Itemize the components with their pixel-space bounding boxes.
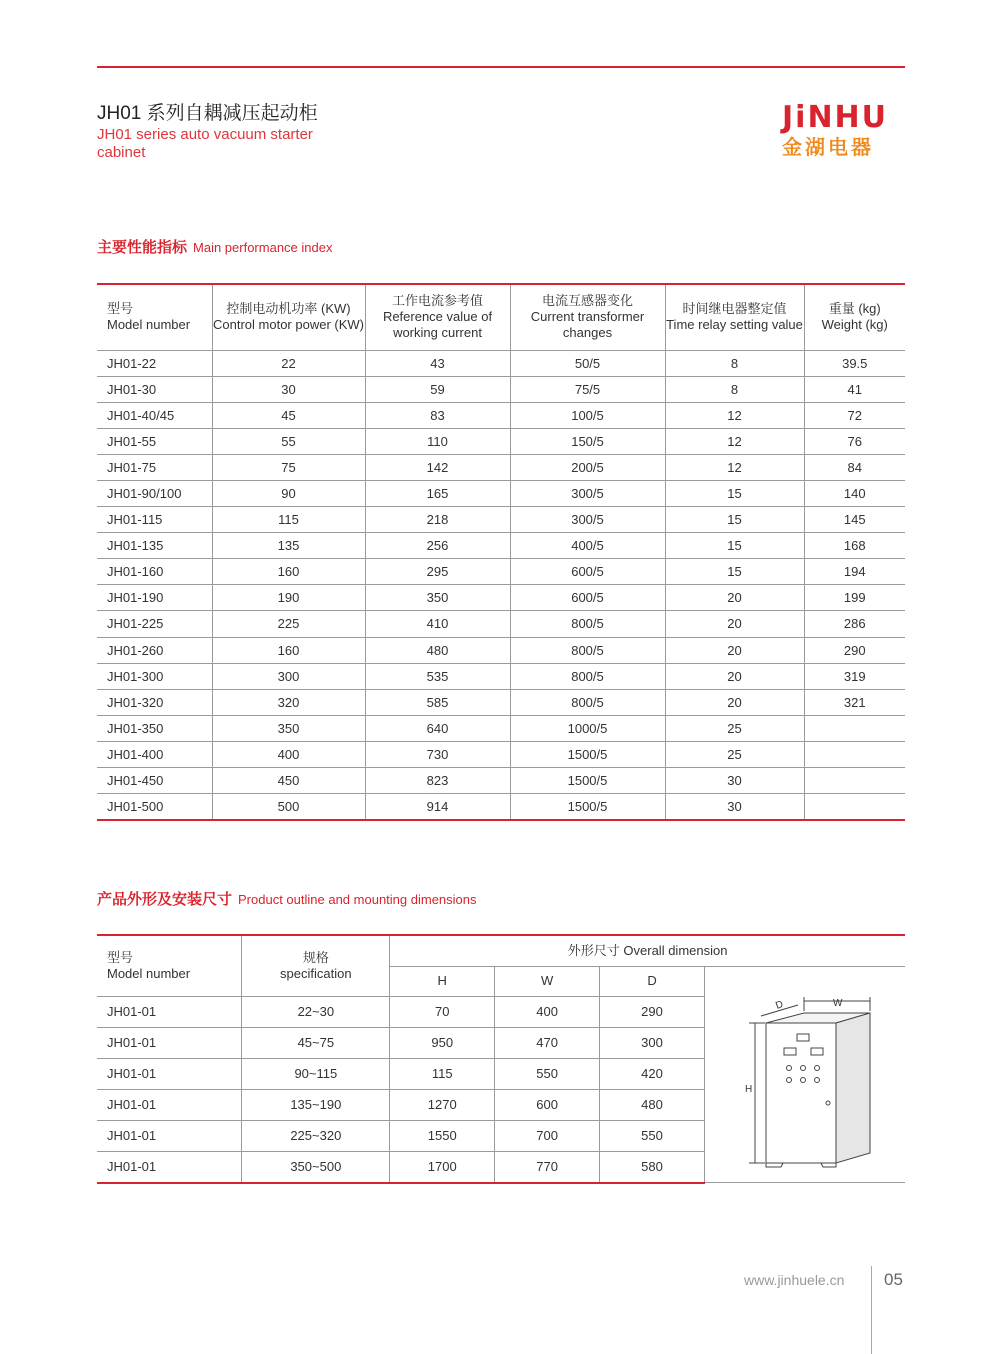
table-cell: 83 <box>365 402 510 428</box>
table-cell: 770 <box>495 1151 600 1182</box>
table-cell: 59 <box>365 376 510 402</box>
table-cell: 300 <box>212 663 365 689</box>
table-cell: JH01-300 <box>97 663 212 689</box>
table-cell: 400 <box>212 741 365 767</box>
table-cell: 70 <box>390 996 495 1027</box>
table-cell: 72 <box>804 402 905 428</box>
table-row <box>97 454 905 480</box>
header-overall: 外形尺寸 Overall dimension <box>390 935 905 966</box>
table-cell: JH01-350 <box>97 715 212 741</box>
table-cell: 585 <box>365 689 510 715</box>
table-cell: 199 <box>804 585 905 611</box>
dimensions-table <box>97 934 905 1184</box>
table-cell: 194 <box>804 559 905 585</box>
header-power <box>212 284 365 350</box>
table-cell: 1700 <box>390 1151 495 1182</box>
cabinet-outline-drawing <box>704 996 905 1183</box>
cabinet-drawing-svg <box>705 996 905 1182</box>
table-cell: 43 <box>365 350 510 376</box>
header-spec <box>242 935 390 996</box>
table-cell: 30 <box>212 376 365 402</box>
table-cell: JH01-500 <box>97 794 212 820</box>
table-cell: JH01-40/45 <box>97 402 212 428</box>
table-row <box>97 507 905 533</box>
table-cell: 225 <box>212 611 365 637</box>
table-cell: 300 <box>600 1027 705 1058</box>
table-cell: 480 <box>600 1089 705 1120</box>
table-cell <box>804 794 905 820</box>
header-relay-cn: 时间继电器整定值 <box>682 301 787 317</box>
table-cell: 225~320 <box>242 1120 390 1151</box>
drawing-label-h: H <box>744 1084 753 1095</box>
table-header-row <box>97 935 905 966</box>
header-relay-en: Time relay setting value <box>666 317 803 333</box>
table-cell: JH01-55 <box>97 428 212 454</box>
header-transformer-cn: 电流互感器变化 <box>541 293 633 309</box>
table-row <box>97 428 905 454</box>
table-cell: 45 <box>212 402 365 428</box>
dimensions-table-body <box>97 996 905 1183</box>
table-cell: 450 <box>212 768 365 794</box>
table-cell: 135 <box>212 533 365 559</box>
table-cell: 140 <box>804 480 905 506</box>
header-weight <box>804 284 905 350</box>
header-transformer <box>510 284 665 350</box>
table-cell: 400 <box>495 996 600 1027</box>
table-cell: 500 <box>212 794 365 820</box>
table-cell: 76 <box>804 428 905 454</box>
logo-text-en: JiNHU <box>782 100 889 135</box>
table-cell: 115 <box>212 507 365 533</box>
table-cell: JH01-450 <box>97 768 212 794</box>
table-cell: 600/5 <box>510 585 665 611</box>
table-cell: 15 <box>665 480 804 506</box>
table-row <box>97 533 905 559</box>
performance-heading-cn: 主要性能指标 <box>97 238 188 256</box>
table-cell: 145 <box>804 507 905 533</box>
header-model-en: Model number <box>107 317 191 333</box>
table-cell: 700 <box>495 1120 600 1151</box>
header-drawing-spacer <box>704 966 905 996</box>
table-cell: 142 <box>365 454 510 480</box>
table-cell: 350 <box>365 585 510 611</box>
table-row <box>97 611 905 637</box>
table-cell: 800/5 <box>510 663 665 689</box>
table-cell: 200/5 <box>510 454 665 480</box>
header-model-cn: 型号 <box>107 949 134 965</box>
table-cell: 160 <box>212 637 365 663</box>
table-cell: JH01-115 <box>97 507 212 533</box>
table-row <box>97 715 905 741</box>
table-row <box>97 741 905 767</box>
table-cell: 550 <box>495 1058 600 1089</box>
table-cell: 20 <box>665 585 804 611</box>
table-row <box>97 350 905 376</box>
performance-table <box>97 283 905 821</box>
table-cell: JH01-01 <box>97 1027 242 1058</box>
table-cell: JH01-225 <box>97 611 212 637</box>
table-cell: 55 <box>212 428 365 454</box>
table-cell: 22~30 <box>242 996 390 1027</box>
table-row <box>97 637 905 663</box>
table-cell: 640 <box>365 715 510 741</box>
footer-url: www.jinhuele.cn <box>744 1272 845 1288</box>
table-cell: 110 <box>365 428 510 454</box>
header-power-cn: 控制电动机功率 (KW) <box>226 301 351 317</box>
table-cell: 914 <box>365 794 510 820</box>
dimensions-heading-cn: 产品外形及安装尺寸 <box>97 890 233 908</box>
header-spec-en: specification <box>280 965 352 981</box>
table-cell: JH01-400 <box>97 741 212 767</box>
performance-heading <box>97 236 332 257</box>
table-cell: 823 <box>365 768 510 794</box>
table-cell: 580 <box>600 1151 705 1182</box>
table-row <box>97 768 905 794</box>
header-current-cn: 工作电流参考值 <box>391 293 483 309</box>
table-cell: 160 <box>212 559 365 585</box>
table-row <box>97 663 905 689</box>
table-cell: JH01-01 <box>97 1151 242 1182</box>
table-cell: 480 <box>365 637 510 663</box>
table-row <box>97 689 905 715</box>
header-spec-cn: 规格 <box>302 949 329 965</box>
table-cell: 20 <box>665 637 804 663</box>
table-cell: 410 <box>365 611 510 637</box>
table-cell: 600 <box>495 1089 600 1120</box>
table-header-row <box>97 284 905 350</box>
table-cell: 41 <box>804 376 905 402</box>
header-weight-en: Weight (kg) <box>821 317 888 333</box>
table-cell: JH01-01 <box>97 996 242 1027</box>
table-cell: JH01-320 <box>97 689 212 715</box>
dimensions-heading-en: Product outline and mounting dimensions <box>238 892 477 907</box>
performance-table-body <box>97 350 905 820</box>
table-cell: 600/5 <box>510 559 665 585</box>
table-cell: 470 <box>495 1027 600 1058</box>
header-current <box>365 284 510 350</box>
table-cell: 550 <box>600 1120 705 1151</box>
table-cell: 218 <box>365 507 510 533</box>
table-cell: JH01-190 <box>97 585 212 611</box>
table-cell: 290 <box>600 996 705 1027</box>
table-cell: 75 <box>212 454 365 480</box>
header-h: H <box>390 966 495 996</box>
header-power-en: Control motor power (KW) <box>213 317 364 333</box>
table-cell: 350~500 <box>242 1151 390 1182</box>
table-cell: JH01-30 <box>97 376 212 402</box>
table-cell: 30 <box>665 794 804 820</box>
table-cell: 1000/5 <box>510 715 665 741</box>
table-cell: 1500/5 <box>510 768 665 794</box>
table-cell: 300/5 <box>510 480 665 506</box>
header-model <box>97 935 242 996</box>
table-row <box>97 996 905 1027</box>
logo-text-cn: 金湖电器 <box>782 135 874 159</box>
table-row <box>97 585 905 611</box>
header-current-en: Reference value of working current <box>382 309 493 341</box>
table-cell: 320 <box>212 689 365 715</box>
table-cell: 135~190 <box>242 1089 390 1120</box>
table-cell: 190 <box>212 585 365 611</box>
table-cell: JH01-01 <box>97 1089 242 1120</box>
table-cell: 168 <box>804 533 905 559</box>
table-cell: 12 <box>665 402 804 428</box>
header-transformer-en: Current transformer changes <box>530 309 645 341</box>
table-cell: 290 <box>804 637 905 663</box>
table-cell: 15 <box>665 507 804 533</box>
footer-divider <box>871 1266 872 1354</box>
table-cell: 15 <box>665 533 804 559</box>
table-cell: 25 <box>665 741 804 767</box>
table-cell: 350 <box>212 715 365 741</box>
table-cell: 20 <box>665 689 804 715</box>
table-cell: 25 <box>665 715 804 741</box>
table-cell: 22 <box>212 350 365 376</box>
table-cell: 84 <box>804 454 905 480</box>
drawing-label-w: W <box>832 998 843 1009</box>
table-cell: 730 <box>365 741 510 767</box>
table-cell: 115 <box>390 1058 495 1089</box>
table-cell: JH01-135 <box>97 533 212 559</box>
top-divider <box>97 66 905 68</box>
table-cell: 321 <box>804 689 905 715</box>
table-cell: 295 <box>365 559 510 585</box>
table-cell: 8 <box>665 350 804 376</box>
table-cell: 45~75 <box>242 1027 390 1058</box>
table-row <box>97 376 905 402</box>
table-cell: 90 <box>212 480 365 506</box>
table-cell: 1550 <box>390 1120 495 1151</box>
table-cell: 30 <box>665 768 804 794</box>
header-d: D <box>600 966 705 996</box>
table-cell <box>804 768 905 794</box>
table-cell: 950 <box>390 1027 495 1058</box>
table-cell <box>804 741 905 767</box>
table-row <box>97 480 905 506</box>
table-cell: 39.5 <box>804 350 905 376</box>
table-cell: 150/5 <box>510 428 665 454</box>
header-model-cn: 型号 <box>107 301 134 317</box>
table-row <box>97 402 905 428</box>
table-cell: 420 <box>600 1058 705 1089</box>
table-cell: 400/5 <box>510 533 665 559</box>
table-cell: 20 <box>665 611 804 637</box>
table-cell: 535 <box>365 663 510 689</box>
brand-logo <box>782 102 906 158</box>
table-cell: JH01-90/100 <box>97 480 212 506</box>
table-cell: 300/5 <box>510 507 665 533</box>
table-cell: 1270 <box>390 1089 495 1120</box>
table-cell: 256 <box>365 533 510 559</box>
table-cell: 165 <box>365 480 510 506</box>
table-cell: JH01-75 <box>97 454 212 480</box>
table-cell: 12 <box>665 428 804 454</box>
table-row <box>97 559 905 585</box>
table-cell: JH01-01 <box>97 1058 242 1089</box>
header-model <box>97 284 212 350</box>
table-cell: 12 <box>665 454 804 480</box>
table-cell: JH01-160 <box>97 559 212 585</box>
table-cell: 20 <box>665 663 804 689</box>
table-cell: 15 <box>665 559 804 585</box>
table-cell: 286 <box>804 611 905 637</box>
table-cell <box>804 715 905 741</box>
table-cell: 90~115 <box>242 1058 390 1089</box>
table-cell: JH01-01 <box>97 1120 242 1151</box>
table-cell: 1500/5 <box>510 741 665 767</box>
table-cell: 800/5 <box>510 689 665 715</box>
table-cell: 8 <box>665 376 804 402</box>
table-cell: 800/5 <box>510 637 665 663</box>
table-cell: JH01-22 <box>97 350 212 376</box>
table-cell: 100/5 <box>510 402 665 428</box>
header-relay <box>665 284 804 350</box>
table-cell: 75/5 <box>510 376 665 402</box>
header-model-en: Model number <box>107 965 191 981</box>
table-cell: 50/5 <box>510 350 665 376</box>
header-weight-cn: 重量 (kg) <box>828 301 881 317</box>
table-row <box>97 794 905 820</box>
header-w: W <box>495 966 600 996</box>
table-cell: 800/5 <box>510 611 665 637</box>
table-cell: 1500/5 <box>510 794 665 820</box>
page-subtitle: JH01 series auto vacuum starter cabinet <box>97 126 313 161</box>
dimensions-heading <box>97 888 477 909</box>
table-cell: JH01-260 <box>97 637 212 663</box>
drawing-label-d: D <box>774 999 785 1012</box>
page-title: JH01 系列自耦减压起动柜 <box>97 103 318 124</box>
performance-heading-en: Main performance index <box>193 240 333 255</box>
table-cell: 319 <box>804 663 905 689</box>
page-number: 05 <box>884 1270 903 1289</box>
